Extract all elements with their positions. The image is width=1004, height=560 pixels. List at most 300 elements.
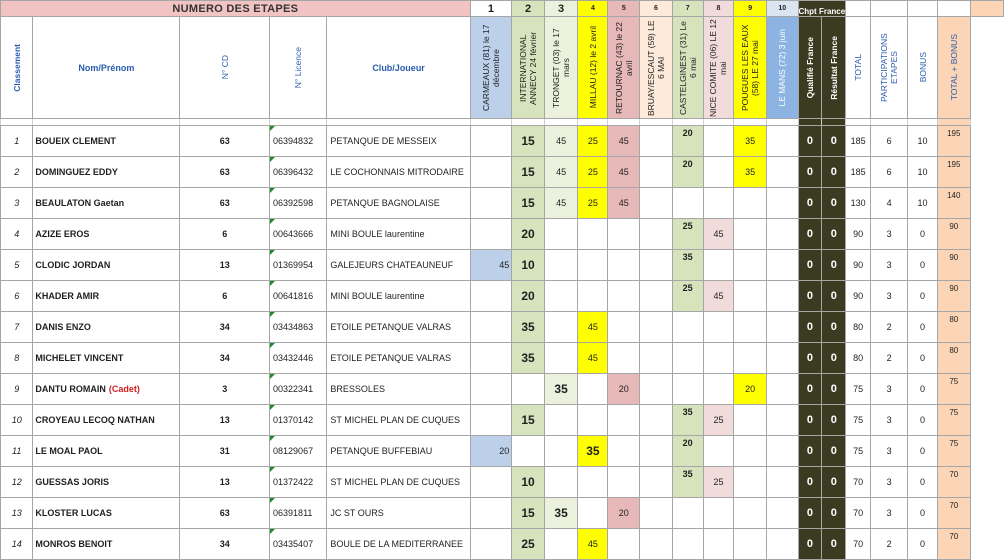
stage-1-score[interactable] xyxy=(470,529,512,560)
stage-8-score[interactable] xyxy=(703,126,734,157)
stage-3-score[interactable]: 35 xyxy=(544,374,578,405)
cd-cell[interactable]: 63 xyxy=(180,498,270,529)
stage-10-score[interactable] xyxy=(766,188,798,219)
stage-10-score[interactable] xyxy=(766,405,798,436)
club-cell[interactable]: ST MICHEL PLAN DE CUQUES xyxy=(327,467,470,498)
total-bonus-cell[interactable]: 195 xyxy=(937,126,970,157)
qualifie-france-cell[interactable]: 0 xyxy=(798,529,822,560)
name-cell[interactable] xyxy=(33,467,180,498)
header-stage-4[interactable]: MILLAU (12) le 2 avril xyxy=(578,17,608,119)
cd-cell[interactable]: 6 xyxy=(180,219,270,250)
total-bonus-cell[interactable]: 80 xyxy=(937,343,970,374)
rank-cell[interactable]: 6 xyxy=(1,281,33,312)
rank-cell[interactable]: 5 xyxy=(1,250,33,281)
header-stage-8[interactable]: NICE COMITE (06) LE 12 mai xyxy=(703,17,734,119)
stage-10-score[interactable] xyxy=(766,281,798,312)
club-cell[interactable]: LE COCHONNAIS MITRODAIRE xyxy=(327,157,470,188)
club-cell[interactable]: ETOILE PETANQUE VALRAS xyxy=(327,343,470,374)
licence-cell[interactable]: 06391811 xyxy=(270,498,327,529)
stage-3-score[interactable]: 45 xyxy=(544,157,578,188)
stage-2-score[interactable]: 15 xyxy=(512,405,545,436)
bonus-cell[interactable]: 0 xyxy=(908,436,938,467)
club-cell[interactable]: BOULE DE LA MEDITERRANEE xyxy=(327,529,470,560)
stage-10-score[interactable] xyxy=(766,312,798,343)
stage-5-score[interactable]: 45 xyxy=(608,126,640,157)
resultat-france-cell[interactable]: 0 xyxy=(822,219,846,250)
qualifie-france-cell[interactable]: 0 xyxy=(798,312,822,343)
club-cell[interactable]: PETANQUE BUFFEBIAU xyxy=(327,436,470,467)
table-row[interactable] xyxy=(1,529,1004,560)
stage-8-score[interactable]: 25 xyxy=(703,405,734,436)
stage-1-score[interactable] xyxy=(470,467,512,498)
licence-cell[interactable]: 01370142 xyxy=(270,405,327,436)
participations-cell[interactable]: 3 xyxy=(871,405,908,436)
stage-3-score[interactable] xyxy=(544,436,578,467)
cd-cell[interactable]: 34 xyxy=(180,343,270,374)
total-bonus-cell[interactable]: 70 xyxy=(937,498,970,529)
stage-2-score[interactable]: 15 xyxy=(512,157,545,188)
total-cell[interactable]: 90 xyxy=(846,281,871,312)
stage-4-score[interactable] xyxy=(578,281,608,312)
stage-3-score[interactable]: 45 xyxy=(544,126,578,157)
stage-5-score[interactable] xyxy=(608,281,640,312)
total-cell[interactable]: 70 xyxy=(846,498,871,529)
licence-cell[interactable]: 06392598 xyxy=(270,188,327,219)
stage-10-score[interactable] xyxy=(766,529,798,560)
resultat-france-cell[interactable]: 0 xyxy=(822,126,846,157)
stage-4-score[interactable]: 45 xyxy=(578,529,608,560)
stage-1-score[interactable] xyxy=(470,281,512,312)
licence-cell[interactable]: 01369954 xyxy=(270,250,327,281)
qualifie-france-cell[interactable]: 0 xyxy=(798,436,822,467)
resultat-france-cell[interactable]: 0 xyxy=(822,157,846,188)
stage-1-score[interactable] xyxy=(470,157,512,188)
stage-1-score[interactable] xyxy=(470,312,512,343)
stage-4-score[interactable]: 35 xyxy=(578,436,608,467)
licence-cell[interactable]: 08129067 xyxy=(270,436,327,467)
participations-cell[interactable]: 3 xyxy=(871,374,908,405)
bonus-cell[interactable]: 0 xyxy=(908,219,938,250)
name-cell[interactable] xyxy=(33,157,180,188)
total-bonus-cell[interactable]: 90 xyxy=(937,219,970,250)
table-row[interactable] xyxy=(1,126,1004,157)
club-cell[interactable]: PETANQUE DE MESSEIX xyxy=(327,126,470,157)
qualifie-france-cell[interactable]: 0 xyxy=(798,219,822,250)
qualifie-france-cell[interactable]: 0 xyxy=(798,281,822,312)
stage-6-score[interactable] xyxy=(640,405,673,436)
stage-2-score[interactable] xyxy=(512,374,545,405)
stage-9-score[interactable] xyxy=(734,281,767,312)
rank-cell[interactable]: 13 xyxy=(1,498,33,529)
header-club[interactable]: Club/Joueur xyxy=(327,17,470,119)
total-bonus-cell[interactable]: 90 xyxy=(937,250,970,281)
stage-2-score[interactable]: 15 xyxy=(512,126,545,157)
stage-6-score[interactable] xyxy=(640,374,673,405)
total-cell[interactable]: 130 xyxy=(846,188,871,219)
participations-cell[interactable]: 3 xyxy=(871,250,908,281)
resultat-france-cell[interactable]: 0 xyxy=(822,498,846,529)
stage-2-score[interactable] xyxy=(512,436,545,467)
qualifie-france-cell[interactable]: 0 xyxy=(798,374,822,405)
stage-7-score[interactable]: 20 xyxy=(672,436,703,467)
header-resultat-france[interactable]: Résultat France xyxy=(822,17,846,119)
stage-5-score[interactable]: 20 xyxy=(608,498,640,529)
stage-9-score[interactable] xyxy=(734,250,767,281)
rank-cell[interactable]: 14 xyxy=(1,529,33,560)
stage-4-score[interactable]: 25 xyxy=(578,157,608,188)
header-stage-5[interactable]: RETOURNAC (43) le 22 avril xyxy=(608,17,640,119)
stage-3-score[interactable] xyxy=(544,405,578,436)
stage-2-score[interactable]: 15 xyxy=(512,188,545,219)
participations-cell[interactable]: 3 xyxy=(871,281,908,312)
resultat-france-cell[interactable]: 0 xyxy=(822,281,846,312)
stage-6-score[interactable] xyxy=(640,529,673,560)
table-row[interactable] xyxy=(1,498,1004,529)
participations-cell[interactable]: 2 xyxy=(871,312,908,343)
club-cell[interactable]: ST MICHEL PLAN DE CUQUES xyxy=(327,405,470,436)
stage-4-score[interactable]: 45 xyxy=(578,312,608,343)
table-row[interactable] xyxy=(1,405,1004,436)
total-cell[interactable]: 75 xyxy=(846,374,871,405)
licence-cell[interactable]: 06396432 xyxy=(270,157,327,188)
stage-4-score[interactable]: 45 xyxy=(578,343,608,374)
total-cell[interactable]: 185 xyxy=(846,157,871,188)
cd-cell[interactable]: 63 xyxy=(180,188,270,219)
bonus-cell[interactable]: 0 xyxy=(908,529,938,560)
total-bonus-cell[interactable]: 75 xyxy=(937,405,970,436)
stage-1-score[interactable] xyxy=(470,188,512,219)
bonus-cell[interactable]: 10 xyxy=(908,188,938,219)
table-row[interactable] xyxy=(1,219,1004,250)
header-stage-1[interactable]: CARMEAUX (81) le 17 décembre xyxy=(470,17,512,119)
qualifie-france-cell[interactable]: 0 xyxy=(798,157,822,188)
cd-cell[interactable]: 34 xyxy=(180,529,270,560)
header-stage-6[interactable]: BRUAY/ESCAUT (59) LE 6 MAI xyxy=(640,17,673,119)
stage-1-score[interactable] xyxy=(470,374,512,405)
stage-7-score[interactable] xyxy=(672,498,703,529)
stage-6-score[interactable] xyxy=(640,343,673,374)
stage-5-score[interactable]: 45 xyxy=(608,157,640,188)
header-participations[interactable]: PARTICIPATIONS ETAPES xyxy=(871,17,908,119)
total-bonus-cell[interactable]: 195 xyxy=(937,157,970,188)
header-total-bonus[interactable]: TOTAL + BONUS xyxy=(937,17,970,119)
name-cell[interactable] xyxy=(33,219,180,250)
stage-4-score[interactable] xyxy=(578,219,608,250)
participations-cell[interactable]: 2 xyxy=(871,343,908,374)
stage-3-score[interactable]: 45 xyxy=(544,188,578,219)
stage-8-score[interactable] xyxy=(703,529,734,560)
rank-cell[interactable]: 12 xyxy=(1,467,33,498)
stage-9-score[interactable] xyxy=(734,436,767,467)
stage-7-score[interactable] xyxy=(672,374,703,405)
resultat-france-cell[interactable]: 0 xyxy=(822,529,846,560)
stage-5-score[interactable] xyxy=(608,529,640,560)
stage-10-score[interactable] xyxy=(766,343,798,374)
bonus-cell[interactable]: 0 xyxy=(908,343,938,374)
stage-8-score[interactable]: 45 xyxy=(703,219,734,250)
name-cell[interactable] xyxy=(33,529,180,560)
name-cell[interactable] xyxy=(33,188,180,219)
total-cell[interactable]: 75 xyxy=(846,436,871,467)
header-stage-10[interactable]: LE MANS (72) 3 juin xyxy=(766,17,798,119)
name-cell[interactable] xyxy=(33,405,180,436)
stage-2-score[interactable]: 25 xyxy=(512,529,545,560)
total-bonus-cell[interactable]: 90 xyxy=(937,281,970,312)
stage-1-score[interactable] xyxy=(470,219,512,250)
stage-2-score[interactable]: 15 xyxy=(512,498,545,529)
total-cell[interactable]: 80 xyxy=(846,343,871,374)
stage-9-score[interactable] xyxy=(734,467,767,498)
cd-cell[interactable]: 63 xyxy=(180,126,270,157)
stage-5-score[interactable] xyxy=(608,312,640,343)
stage-1-score[interactable]: 20 xyxy=(470,436,512,467)
table-row[interactable] xyxy=(1,436,1004,467)
stage-9-score[interactable] xyxy=(734,219,767,250)
stage-8-score[interactable] xyxy=(703,343,734,374)
club-cell[interactable]: BRESSOLES xyxy=(327,374,470,405)
stage-1-score[interactable] xyxy=(470,498,512,529)
table-row[interactable] xyxy=(1,281,1004,312)
name-cell[interactable] xyxy=(33,250,180,281)
header-bonus[interactable]: BONUS xyxy=(908,17,938,119)
stage-5-score[interactable]: 45 xyxy=(608,188,640,219)
stage-5-score[interactable] xyxy=(608,343,640,374)
bonus-cell[interactable]: 0 xyxy=(908,405,938,436)
header-nom-prenom[interactable]: Nom/Prénom xyxy=(33,17,180,119)
name-cell[interactable] xyxy=(33,436,180,467)
total-bonus-cell[interactable]: 70 xyxy=(937,467,970,498)
licence-cell[interactable]: 03432446 xyxy=(270,343,327,374)
bonus-cell[interactable]: 10 xyxy=(908,126,938,157)
name-cell[interactable] xyxy=(33,312,180,343)
stage-2-score[interactable]: 10 xyxy=(512,467,545,498)
header-stage-7[interactable]: CASTELGINEST (31) Le 6 mai xyxy=(672,17,703,119)
rank-cell[interactable]: 3 xyxy=(1,188,33,219)
resultat-france-cell[interactable]: 0 xyxy=(822,250,846,281)
header-cd[interactable]: N° CD xyxy=(180,17,270,119)
stage-9-score[interactable]: 20 xyxy=(734,374,767,405)
rank-cell[interactable]: 7 xyxy=(1,312,33,343)
rank-cell[interactable]: 9 xyxy=(1,374,33,405)
stage-8-score[interactable]: 25 xyxy=(703,467,734,498)
stage-9-score[interactable] xyxy=(734,188,767,219)
resultat-france-cell[interactable]: 0 xyxy=(822,467,846,498)
total-bonus-cell[interactable]: 75 xyxy=(937,374,970,405)
bonus-cell[interactable]: 0 xyxy=(908,374,938,405)
stage-10-score[interactable] xyxy=(766,436,798,467)
stage-6-score[interactable] xyxy=(640,281,673,312)
stage-3-score[interactable] xyxy=(544,250,578,281)
resultat-france-cell[interactable]: 0 xyxy=(822,343,846,374)
total-cell[interactable]: 185 xyxy=(846,126,871,157)
header-qualifie-france[interactable]: Qualifié France xyxy=(798,17,822,119)
bonus-cell[interactable]: 0 xyxy=(908,281,938,312)
stage-9-score[interactable] xyxy=(734,529,767,560)
stage-1-score[interactable] xyxy=(470,343,512,374)
stage-9-score[interactable] xyxy=(734,405,767,436)
table-row[interactable] xyxy=(1,374,1004,405)
resultat-france-cell[interactable]: 0 xyxy=(822,405,846,436)
qualifie-france-cell[interactable]: 0 xyxy=(798,188,822,219)
name-cell[interactable] xyxy=(33,374,180,405)
club-cell[interactable]: MINI BOULE laurentine xyxy=(327,219,470,250)
stage-7-score[interactable]: 35 xyxy=(672,467,703,498)
stage-9-score[interactable] xyxy=(734,343,767,374)
resultat-france-cell[interactable]: 0 xyxy=(822,312,846,343)
stage-6-score[interactable] xyxy=(640,126,673,157)
header-licence[interactable]: N° Licence xyxy=(270,17,327,119)
stage-5-score[interactable] xyxy=(608,405,640,436)
stage-5-score[interactable] xyxy=(608,436,640,467)
name-cell[interactable] xyxy=(33,281,180,312)
club-cell[interactable]: JC ST OURS xyxy=(327,498,470,529)
stage-7-score[interactable] xyxy=(672,312,703,343)
stage-6-score[interactable] xyxy=(640,312,673,343)
bonus-cell[interactable]: 0 xyxy=(908,250,938,281)
stage-2-score[interactable]: 35 xyxy=(512,312,545,343)
qualifie-france-cell[interactable]: 0 xyxy=(798,126,822,157)
stage-4-score[interactable] xyxy=(578,467,608,498)
resultat-france-cell[interactable]: 0 xyxy=(822,188,846,219)
rank-cell[interactable]: 2 xyxy=(1,157,33,188)
licence-cell[interactable]: 00641816 xyxy=(270,281,327,312)
total-cell[interactable]: 75 xyxy=(846,405,871,436)
stage-9-score[interactable] xyxy=(734,312,767,343)
stage-2-score[interactable]: 35 xyxy=(512,343,545,374)
resultat-france-cell[interactable]: 0 xyxy=(822,374,846,405)
bonus-cell[interactable]: 0 xyxy=(908,498,938,529)
club-cell[interactable]: ETOILE PETANQUE VALRAS xyxy=(327,312,470,343)
stage-5-score[interactable] xyxy=(608,219,640,250)
qualifie-france-cell[interactable]: 0 xyxy=(798,250,822,281)
name-cell[interactable] xyxy=(33,343,180,374)
stage-10-score[interactable] xyxy=(766,126,798,157)
qualifie-france-cell[interactable]: 0 xyxy=(798,405,822,436)
stage-6-score[interactable] xyxy=(640,188,673,219)
bonus-cell[interactable]: 0 xyxy=(908,312,938,343)
stage-8-score[interactable]: 45 xyxy=(703,281,734,312)
stage-6-score[interactable] xyxy=(640,219,673,250)
table-row[interactable] xyxy=(1,312,1004,343)
stage-5-score[interactable] xyxy=(608,467,640,498)
table-row[interactable] xyxy=(1,250,1004,281)
cd-cell[interactable]: 13 xyxy=(180,405,270,436)
cd-cell[interactable]: 31 xyxy=(180,436,270,467)
stage-2-score[interactable]: 20 xyxy=(512,219,545,250)
stage-3-score[interactable] xyxy=(544,219,578,250)
stage-8-score[interactable] xyxy=(703,157,734,188)
club-cell[interactable]: MINI BOULE laurentine xyxy=(327,281,470,312)
total-cell[interactable]: 90 xyxy=(846,250,871,281)
bonus-cell[interactable]: 10 xyxy=(908,157,938,188)
stage-3-score[interactable] xyxy=(544,529,578,560)
stage-6-score[interactable] xyxy=(640,250,673,281)
stage-7-score[interactable]: 35 xyxy=(672,405,703,436)
bonus-cell[interactable]: 0 xyxy=(908,467,938,498)
total-bonus-cell[interactable]: 140 xyxy=(937,188,970,219)
stage-4-score[interactable] xyxy=(578,498,608,529)
participations-cell[interactable]: 3 xyxy=(871,467,908,498)
stage-3-score[interactable] xyxy=(544,467,578,498)
stage-10-score[interactable] xyxy=(766,250,798,281)
total-bonus-cell[interactable]: 80 xyxy=(937,312,970,343)
name-cell[interactable] xyxy=(33,498,180,529)
stage-7-score[interactable]: 20 xyxy=(672,126,703,157)
participations-cell[interactable]: 3 xyxy=(871,436,908,467)
stage-4-score[interactable] xyxy=(578,405,608,436)
rank-cell[interactable]: 8 xyxy=(1,343,33,374)
stage-4-score[interactable] xyxy=(578,374,608,405)
stage-6-score[interactable] xyxy=(640,157,673,188)
stage-3-score[interactable] xyxy=(544,343,578,374)
table-row[interactable] xyxy=(1,188,1004,219)
licence-cell[interactable]: 03434863 xyxy=(270,312,327,343)
participations-cell[interactable]: 4 xyxy=(871,188,908,219)
stage-5-score[interactable] xyxy=(608,250,640,281)
cd-cell[interactable]: 34 xyxy=(180,312,270,343)
total-cell[interactable]: 70 xyxy=(846,467,871,498)
participations-cell[interactable]: 3 xyxy=(871,498,908,529)
total-cell[interactable]: 70 xyxy=(846,529,871,560)
qualifie-france-cell[interactable]: 0 xyxy=(798,467,822,498)
stage-7-score[interactable]: 35 xyxy=(672,250,703,281)
table-row[interactable] xyxy=(1,467,1004,498)
rank-cell[interactable]: 10 xyxy=(1,405,33,436)
rank-cell[interactable]: 1 xyxy=(1,126,33,157)
club-cell[interactable]: PETANQUE BAGNOLAISE xyxy=(327,188,470,219)
stage-4-score[interactable]: 25 xyxy=(578,126,608,157)
stage-8-score[interactable] xyxy=(703,498,734,529)
cd-cell[interactable]: 13 xyxy=(180,250,270,281)
stage-7-score[interactable]: 25 xyxy=(672,219,703,250)
stage-3-score[interactable] xyxy=(544,281,578,312)
header-classement[interactable]: Classement xyxy=(1,17,33,119)
stage-7-score[interactable]: 25 xyxy=(672,281,703,312)
licence-cell[interactable]: 00643666 xyxy=(270,219,327,250)
stage-1-score[interactable]: 45 xyxy=(470,250,512,281)
table-row[interactable] xyxy=(1,343,1004,374)
participations-cell[interactable]: 2 xyxy=(871,529,908,560)
stage-10-score[interactable] xyxy=(766,374,798,405)
stage-5-score[interactable]: 20 xyxy=(608,374,640,405)
licence-cell[interactable]: 00322341 xyxy=(270,374,327,405)
stage-6-score[interactable] xyxy=(640,498,673,529)
total-cell[interactable]: 80 xyxy=(846,312,871,343)
stage-6-score[interactable] xyxy=(640,467,673,498)
rank-cell[interactable]: 4 xyxy=(1,219,33,250)
stage-1-score[interactable] xyxy=(470,126,512,157)
cd-cell[interactable]: 13 xyxy=(180,467,270,498)
stage-3-score[interactable] xyxy=(544,312,578,343)
cd-cell[interactable]: 63 xyxy=(180,157,270,188)
stage-7-score[interactable] xyxy=(672,188,703,219)
total-bonus-cell[interactable]: 70 xyxy=(937,529,970,560)
name-cell[interactable] xyxy=(33,126,180,157)
header-stage-9[interactable]: POUGUES LES EAUX (58) LE 27 mai xyxy=(734,17,767,119)
club-cell[interactable]: GALEJEURS CHATEAUNEUF xyxy=(327,250,470,281)
stage-7-score[interactable] xyxy=(672,343,703,374)
cd-cell[interactable]: 3 xyxy=(180,374,270,405)
stage-4-score[interactable]: 25 xyxy=(578,188,608,219)
stage-6-score[interactable] xyxy=(640,436,673,467)
licence-cell[interactable]: 01372422 xyxy=(270,467,327,498)
total-bonus-cell[interactable]: 75 xyxy=(937,436,970,467)
participations-cell[interactable]: 6 xyxy=(871,126,908,157)
header-stage-3[interactable]: TRONGET (03) le 17 mars xyxy=(544,17,578,119)
stage-8-score[interactable] xyxy=(703,188,734,219)
stage-3-score[interactable]: 35 xyxy=(544,498,578,529)
stage-1-score[interactable] xyxy=(470,405,512,436)
